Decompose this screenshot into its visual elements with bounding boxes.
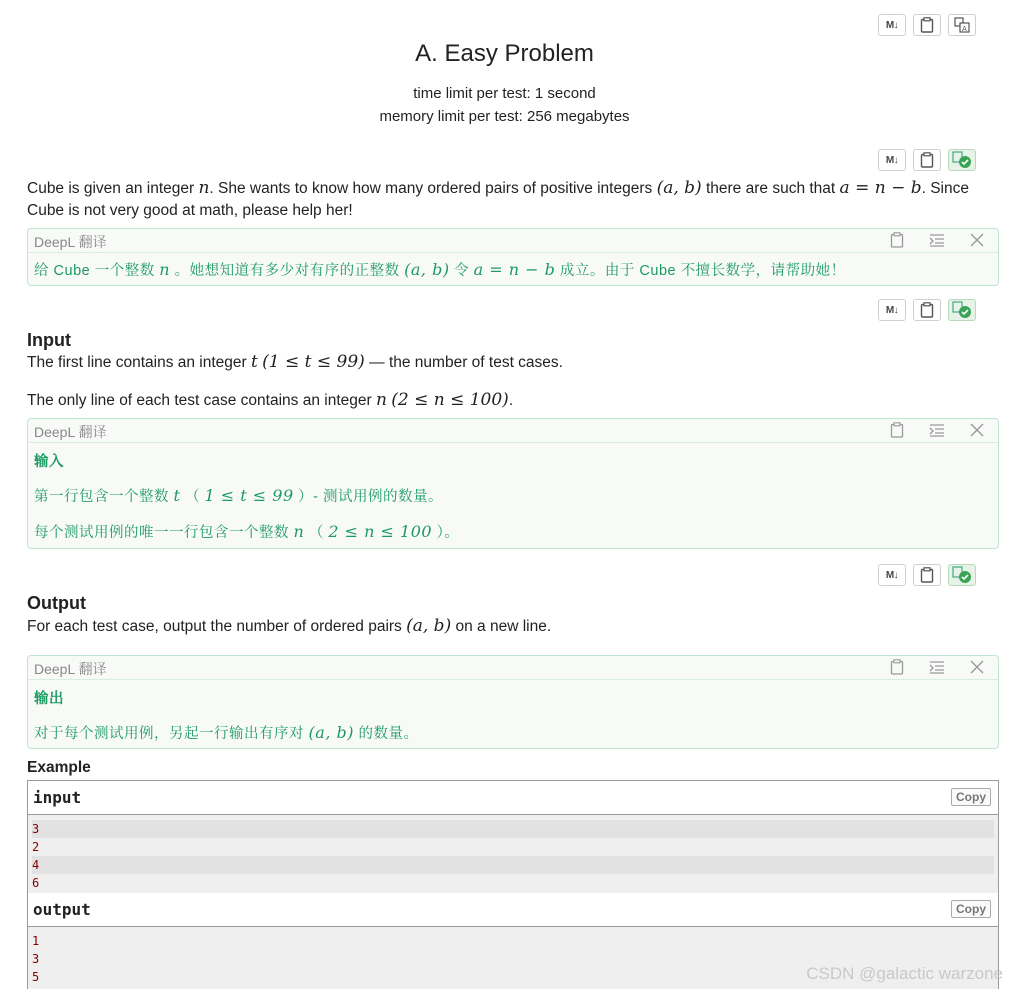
deepl-statement-text: 给 Cube 一个整数 n 。她想知道有多少对有序的正整数 (a, b) 令 a = n − b 成立。由于 Cube 不擅长数学，请帮助她！ [34,260,846,279]
translate-button[interactable] [948,14,976,36]
clipboard-icon [920,17,934,33]
deepl-header: DeepL 翻译 [28,419,998,443]
math-n: n [198,178,210,198]
translated-check-icon [952,301,972,319]
deepl-input-line-2: 每个测试用例的唯一一行包含一个整数 n （ 2 ≤ n ≤ 100 ）。 [34,522,460,541]
math-ab: (a, b) [656,178,702,198]
problem-title: A. Easy Problem [415,40,594,67]
clipboard-icon [890,659,904,675]
translated-button[interactable] [948,299,976,321]
sample-line: 2 [32,840,40,854]
clipboard-icon [890,232,904,248]
deepl-input-title: 输入 [34,454,64,470]
close-icon [970,233,984,247]
output-toolbar [878,564,976,586]
clipboard-icon [920,302,934,318]
deepl-copy-button[interactable] [888,422,906,438]
clipboard-button[interactable] [913,564,941,586]
menu-collapse-icon [929,660,945,674]
sample-line: 3 [32,820,994,838]
menu-collapse-icon [929,233,945,247]
deepl-close-button[interactable] [968,422,986,438]
sample-input-title: input [33,788,82,807]
deepl-name: DeepL 翻译 [34,234,107,250]
deepl-header: DeepL 翻译 [28,656,998,680]
deepl-collapse-button[interactable] [928,659,946,675]
clipboard-icon [920,152,934,168]
markdown-button[interactable]: M↓ [878,149,906,171]
deepl-close-button[interactable] [968,232,986,248]
copy-output-button[interactable]: Copy [951,900,991,918]
deepl-input-box [27,418,999,549]
deepl-copy-button[interactable] [888,232,906,248]
output-line-1: For each test case, output the number of ordered pairs (a, b) on a new line. [27,616,552,636]
markdown-button[interactable]: M↓ [878,564,906,586]
example-label: Example [27,759,91,776]
input-title: Input [27,330,71,350]
deepl-collapse-button[interactable] [928,422,946,438]
clipboard-icon [890,422,904,438]
translated-button[interactable] [948,149,976,171]
memory-limit: memory limit per test: 256 megabytes [379,108,630,125]
problem-limits [0,82,1009,128]
translate-icon [954,17,970,33]
deepl-header [28,229,998,253]
copy-input-button[interactable]: Copy [951,788,991,806]
markdown-button[interactable]: M↓ [878,299,906,321]
deepl-copy-button[interactable] [888,659,906,675]
deepl-input-line-1: 第一行包含一个整数 t （ 1 ≤ t ≤ 99 ）- 测试用例的数量。 [34,486,444,505]
sample-line: 6 [32,876,40,890]
translated-button[interactable] [948,564,976,586]
sample-line: 1 [32,934,40,948]
sample-output-title: output [33,900,91,919]
clipboard-button[interactable] [913,149,941,171]
input-line-1: The first line contains an integer t (1 ≤ t ≤ 99) — the number of test cases. [27,352,563,372]
input-toolbar [878,299,976,321]
close-icon [970,423,984,437]
math-eq: a = n − b [839,178,922,198]
close-icon [970,660,984,674]
top-toolbar [878,14,976,36]
translated-check-icon [952,151,972,169]
clipboard-button[interactable] [913,299,941,321]
menu-collapse-icon [929,423,945,437]
sample-input [27,780,999,893]
deepl-output-line-1: 对于每个测试用例，另起一行输出有序对 (a, b) 的数量。 [34,723,419,742]
watermark: CSDN @galactic warzone [806,964,1003,983]
deepl-close-button[interactable] [968,659,986,675]
deepl-output-box [27,655,999,749]
input-line-2: The only line of each test case contains an integer n (2 ≤ n ≤ 100). [27,390,514,410]
svg-text:A: A [962,25,967,33]
statement-text: Cube is given an integer n. She wants to know how many ordered pairs of positive integers (a, b) there are such that a = n − b. Since Cube is not very good at math, please help her! [27,178,969,219]
deepl-collapse-button[interactable] [928,232,946,248]
translated-check-icon [952,566,972,584]
sample-line: 3 [32,952,40,966]
deepl-output-title: 输出 [34,691,64,707]
clipboard-icon [920,567,934,583]
sample-line: 5 [32,970,40,984]
output-title: Output [27,593,86,613]
clipboard-button[interactable] [913,14,941,36]
sample-input-body[interactable] [28,815,998,895]
time-limit: time limit per test: 1 second [413,85,596,102]
markdown-button[interactable]: M↓ [878,14,906,36]
sample-line: 4 [32,856,994,874]
statement-toolbar [878,149,976,171]
deepl-statement-box [27,228,999,286]
